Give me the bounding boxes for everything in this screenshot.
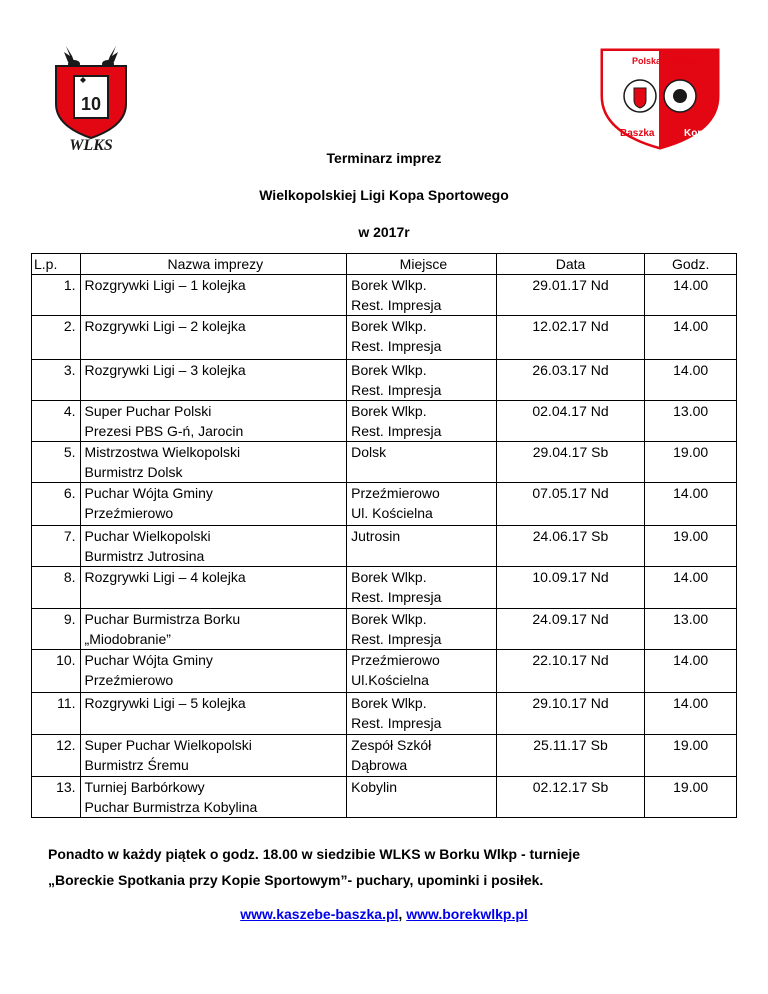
cell-date bbox=[496, 316, 645, 360]
cell-name bbox=[80, 735, 347, 777]
cell-lp-line-1: 2. bbox=[63, 318, 76, 334]
cell-lp bbox=[32, 609, 81, 650]
cell-name bbox=[80, 360, 347, 401]
cell-hour bbox=[645, 401, 737, 442]
cell-place-line-2: Ul. Kościelna bbox=[351, 505, 433, 521]
cell-date-line-1: 24.06.17 Sb bbox=[532, 528, 609, 544]
cell-place-line-2: Rest. Impresja bbox=[351, 715, 442, 731]
cell-date-line-1: 02.12.17 Sb bbox=[532, 779, 609, 795]
logo-number: 10 bbox=[80, 94, 102, 114]
cell-hour-line-1: 14.00 bbox=[673, 485, 709, 501]
cell-place-line-2: Ul.Kościelna bbox=[351, 672, 429, 688]
cell-date-line-1: 10.09.17 Nd bbox=[532, 569, 609, 585]
cell-hour bbox=[645, 442, 737, 483]
cell-name-line-1: Super Puchar Polski bbox=[84, 403, 212, 419]
cell-lp-line-1: 9. bbox=[63, 611, 76, 627]
cell-lp bbox=[32, 735, 81, 777]
cell-place-line-1: Borek Wlkp. bbox=[351, 695, 427, 711]
cell-date-line-1: 25.11.17 Sb bbox=[533, 737, 608, 753]
cell-place bbox=[347, 609, 497, 650]
cell-date bbox=[496, 401, 645, 442]
cell-place bbox=[347, 275, 497, 316]
ring-top-text: Polska Federacja bbox=[632, 56, 706, 66]
cell-name bbox=[80, 401, 347, 442]
link-kaszebe-baszka[interactable]: www.kaszebe-baszka.pl bbox=[240, 906, 399, 922]
table-row bbox=[32, 735, 737, 777]
cell-place-line-1: Przeźmierowo bbox=[351, 652, 440, 668]
cell-date bbox=[496, 693, 645, 735]
cell-place-line-1: Borek Wlkp. bbox=[351, 362, 427, 378]
table-row bbox=[32, 360, 737, 401]
cell-name-line-2: Puchar Burmistrza Kobylina bbox=[84, 799, 258, 815]
cell-name bbox=[80, 693, 347, 735]
cell-date-line-1: 24.09.17 Nd bbox=[532, 611, 609, 627]
table-row bbox=[32, 275, 737, 316]
cell-name bbox=[80, 567, 347, 609]
cell-lp bbox=[32, 401, 81, 442]
cell-place-line-1: Przeźmierowo bbox=[351, 485, 440, 501]
table-row bbox=[32, 777, 737, 818]
cell-date bbox=[496, 650, 645, 693]
cell-place-line-2: Rest. Impresja bbox=[351, 631, 442, 647]
cell-place-line-1: Borek Wlkp. bbox=[351, 403, 427, 419]
cell-place-line-2: Rest. Impresja bbox=[351, 338, 442, 354]
table-row bbox=[32, 526, 737, 567]
cell-hour-line-1: 19.00 bbox=[673, 528, 709, 544]
cell-date bbox=[496, 483, 645, 526]
cell-date bbox=[496, 526, 645, 567]
cell-lp-line-1: 10. bbox=[56, 652, 76, 668]
cell-lp bbox=[32, 442, 81, 483]
cell-hour bbox=[645, 360, 737, 401]
cell-date bbox=[496, 567, 645, 609]
cell-place-line-1: Borek Wlkp. bbox=[351, 569, 427, 585]
link-borekwlkp[interactable]: www.borekwlkp.pl bbox=[406, 906, 528, 922]
cell-hour bbox=[645, 693, 737, 735]
cell-date-line-1: 29.04.17 Sb bbox=[532, 444, 609, 460]
cell-place-line-1: Borek Wlkp. bbox=[351, 611, 427, 627]
cell-place-line-2: Rest. Impresja bbox=[351, 423, 442, 439]
cell-place bbox=[347, 316, 497, 360]
cell-place-line-1: Zespół Szkół bbox=[351, 737, 432, 753]
cell-lp bbox=[32, 650, 81, 693]
footer-line-1: Ponadto w każdy piątek o godz. 18.00 w siedzibie WLKS w Borku Wlkp - turnieje bbox=[48, 846, 581, 862]
links-line bbox=[0, 906, 768, 922]
cell-lp-line-1: 11. bbox=[57, 695, 76, 711]
cell-name-line-1: Puchar Wielkopolski bbox=[84, 528, 211, 544]
cell-name-line-1: Puchar Wójta Gminy bbox=[84, 485, 213, 501]
table-row bbox=[32, 693, 737, 735]
cell-name-line-1: Rozgrywki Ligi – 4 kolejka bbox=[84, 569, 246, 585]
title-line-3: w 2017r bbox=[358, 224, 410, 240]
cell-name bbox=[80, 650, 347, 693]
header-hour: Godz. bbox=[645, 254, 737, 275]
table-row bbox=[32, 483, 737, 526]
cell-name-line-2: Przeźmierowo bbox=[84, 672, 174, 688]
cell-name-line-1: Mistrzostwa Wielkopolski bbox=[84, 444, 241, 460]
cell-name bbox=[80, 526, 347, 567]
cell-name-line-1: Rozgrywki Ligi – 5 kolejka bbox=[84, 695, 246, 711]
cell-date-line-1: 02.04.17 Nd bbox=[532, 403, 609, 419]
cell-lp-line-1: 7. bbox=[63, 528, 76, 544]
wlks-logo bbox=[48, 42, 134, 152]
table-header-row bbox=[32, 254, 737, 275]
cell-hour bbox=[645, 567, 737, 609]
cell-place-line-2: Dąbrowa bbox=[351, 757, 408, 773]
header-place: Miejsce bbox=[347, 254, 497, 275]
cell-date-line-1: 07.05.17 Nd bbox=[532, 485, 609, 501]
schedule-table bbox=[31, 253, 737, 818]
table-row bbox=[32, 609, 737, 650]
cell-hour-line-1: 14.00 bbox=[673, 277, 709, 293]
cell-date-line-1: 22.10.17 Nd bbox=[532, 652, 609, 668]
cell-name-line-2: Burmistrz Dolsk bbox=[84, 464, 183, 480]
cell-place-line-1: Dolsk bbox=[351, 444, 387, 460]
cell-hour-line-1: 19.00 bbox=[673, 737, 709, 753]
title-line-2: Wielkopolskiej Ligi Kopa Sportowego bbox=[259, 187, 509, 203]
cell-name-line-1: Puchar Burmistrza Borku bbox=[84, 611, 241, 627]
cell-date bbox=[496, 442, 645, 483]
ring-side-text: Kop bbox=[684, 128, 704, 139]
cell-name-line-1: Super Puchar Wielkopolski bbox=[84, 737, 252, 753]
cell-date bbox=[496, 777, 645, 818]
cell-place bbox=[347, 777, 497, 818]
cell-place bbox=[347, 360, 497, 401]
logo-text: WLKS bbox=[69, 137, 113, 152]
cell-name bbox=[80, 483, 347, 526]
cell-place bbox=[347, 735, 497, 777]
cell-lp bbox=[32, 275, 81, 316]
cell-name bbox=[80, 609, 347, 650]
federation-logo bbox=[596, 40, 724, 150]
cell-hour bbox=[645, 483, 737, 526]
cell-lp-line-1: 3. bbox=[63, 362, 76, 378]
cell-lp-line-1: 4. bbox=[63, 403, 76, 419]
cell-date bbox=[496, 735, 645, 777]
cell-hour bbox=[645, 777, 737, 818]
cell-name-line-1: Rozgrywki Ligi – 3 kolejka bbox=[84, 362, 246, 378]
cell-place bbox=[347, 401, 497, 442]
cell-name bbox=[80, 316, 347, 360]
cell-name-line-1: Turniej Barbórkowy bbox=[84, 779, 205, 795]
table-row bbox=[32, 567, 737, 609]
cell-place bbox=[347, 442, 497, 483]
cell-hour bbox=[645, 735, 737, 777]
cell-place bbox=[347, 483, 497, 526]
cell-lp bbox=[32, 316, 81, 360]
ring-bottom-text: Baszka bbox=[620, 128, 655, 139]
cell-date bbox=[496, 360, 645, 401]
title-line-1: Terminarz imprez bbox=[326, 150, 442, 166]
cell-hour-line-1: 14.00 bbox=[673, 695, 709, 711]
cell-date-line-1: 12.02.17 Nd bbox=[532, 318, 609, 334]
cell-place-line-1: Borek Wlkp. bbox=[351, 318, 427, 334]
cell-lp bbox=[32, 693, 81, 735]
cell-lp bbox=[32, 483, 81, 526]
table-row bbox=[32, 650, 737, 693]
cell-lp bbox=[32, 526, 81, 567]
cell-hour-line-1: 14.00 bbox=[673, 362, 709, 378]
link-separator: , bbox=[398, 906, 407, 922]
cell-name-line-1: Rozgrywki Ligi – 1 kolejka bbox=[84, 277, 246, 293]
cell-hour bbox=[645, 275, 737, 316]
cell-place-line-1: Borek Wlkp. bbox=[351, 277, 427, 293]
cell-lp-line-1: 6. bbox=[63, 485, 76, 501]
cell-hour-line-1: 14.00 bbox=[673, 569, 709, 585]
cell-name-line-2: Burmistrz Jutrosina bbox=[84, 548, 205, 564]
table-row bbox=[32, 316, 737, 360]
cell-hour-line-1: 14.00 bbox=[673, 652, 709, 668]
footer-line-2: „Boreckie Spotkania przy Kopie Sportowym”- puchary, upominki i posiłek. bbox=[48, 872, 544, 888]
cell-hour bbox=[645, 609, 737, 650]
cell-place bbox=[347, 693, 497, 735]
cell-name-line-2: „Miodobranie” bbox=[84, 631, 171, 647]
cell-name bbox=[80, 442, 347, 483]
cell-lp bbox=[32, 567, 81, 609]
header-name: Nazwa imprezy bbox=[80, 254, 347, 275]
cell-lp-line-1: 1. bbox=[63, 277, 76, 293]
cell-hour bbox=[645, 650, 737, 693]
cell-hour bbox=[645, 316, 737, 360]
table-row bbox=[32, 442, 737, 483]
cell-name-line-2: Prezesi PBS G-ń, Jarocin bbox=[84, 423, 244, 439]
cell-hour bbox=[645, 526, 737, 567]
cell-lp-line-1: 12. bbox=[56, 737, 76, 753]
cell-date-line-1: 29.01.17 Nd bbox=[532, 277, 609, 293]
cell-hour-line-1: 13.00 bbox=[673, 611, 709, 627]
header-lp: L.p. bbox=[32, 254, 81, 275]
cell-place-line-1: Kobylin bbox=[351, 779, 398, 795]
cell-name bbox=[80, 777, 347, 818]
cell-lp bbox=[32, 360, 81, 401]
cell-date-line-1: 26.03.17 Nd bbox=[532, 362, 609, 378]
cell-place-line-2: Rest. Impresja bbox=[351, 589, 442, 605]
cell-date-line-1: 29.10.17 Nd bbox=[532, 695, 609, 711]
cell-place bbox=[347, 526, 497, 567]
cell-lp-line-1: 5. bbox=[63, 444, 76, 460]
cell-hour-line-1: 19.00 bbox=[673, 444, 709, 460]
cell-date bbox=[496, 609, 645, 650]
cell-lp bbox=[32, 777, 81, 818]
cell-place-line-2: Rest. Impresja bbox=[351, 297, 442, 313]
cell-name-line-2: Przeźmierowo bbox=[84, 505, 174, 521]
table-row bbox=[32, 401, 737, 442]
cell-lp-line-1: 8. bbox=[63, 569, 76, 585]
cell-name-line-1: Rozgrywki Ligi – 2 kolejka bbox=[84, 318, 246, 334]
cell-lp-line-1: 13. bbox=[56, 779, 76, 795]
cell-date bbox=[496, 275, 645, 316]
cell-name bbox=[80, 275, 347, 316]
header-date: Data bbox=[496, 254, 645, 275]
cell-hour-line-1: 14.00 bbox=[673, 318, 709, 334]
cell-place bbox=[347, 650, 497, 693]
cell-place-line-1: Jutrosin bbox=[351, 528, 401, 544]
cell-name-line-1: Puchar Wójta Gminy bbox=[84, 652, 213, 668]
cell-name-line-2: Burmistrz Śremu bbox=[84, 757, 189, 773]
cell-hour-line-1: 19.00 bbox=[673, 779, 709, 795]
cell-hour-line-1: 13.00 bbox=[673, 403, 709, 419]
cell-place-line-2: Rest. Impresja bbox=[351, 382, 442, 398]
cell-place bbox=[347, 567, 497, 609]
